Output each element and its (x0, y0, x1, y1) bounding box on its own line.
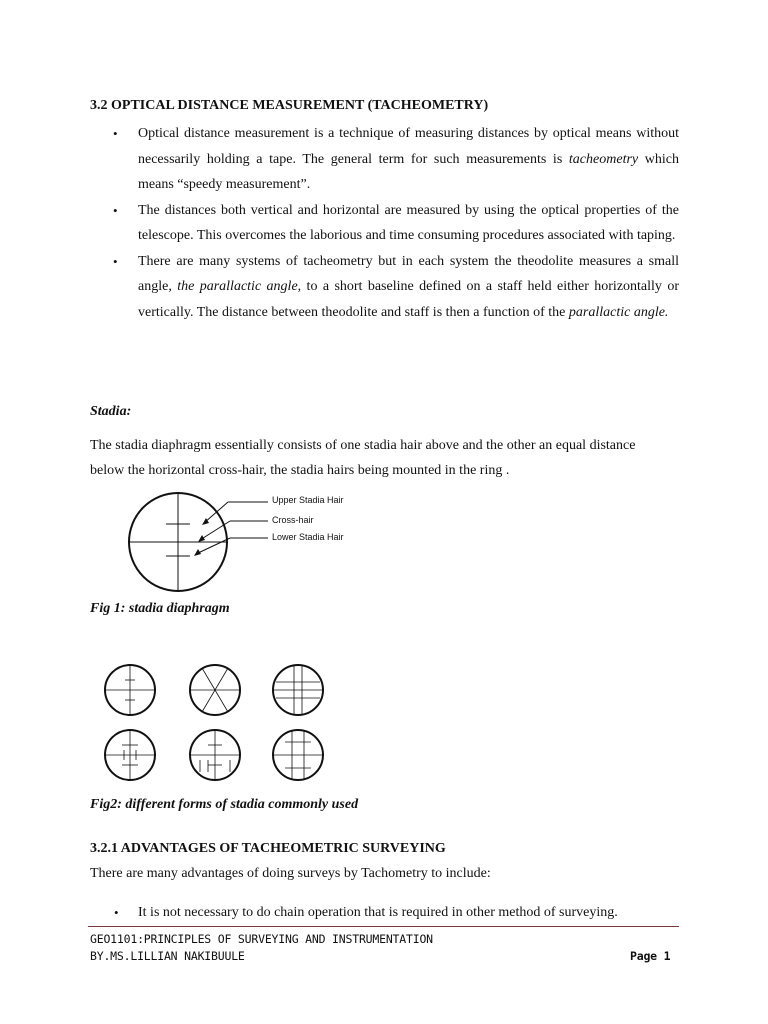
stadia-form-4 (105, 730, 155, 780)
advantages-intro: There are many advantages of doing surveys by Tachometry to include: (90, 866, 491, 881)
lower-arrowhead (194, 549, 201, 556)
bullet-item: • The distances both vertical and horizontal are measured by using the optical properties of the telescope. This overcomes the laborious and time consuming procedures associated with taping. (113, 198, 679, 249)
advantages-bullet-marker: • (114, 905, 119, 920)
bullet-item: • There are many systems of tacheometry but in each system the theodolite measures a small angle, the parallactic angle, to a short baseline defined on a staff held either horizontally or vertically. The distance between theodolite and staff is then a function of the parallactic angle. (113, 249, 679, 326)
footer-author: BY.MS.LILLIAN NAKIBUULE (90, 949, 245, 963)
label-lower-stadia-hair: Lower Stadia Hair (272, 532, 344, 542)
fig2-caption: Fig2: different forms of stadia commonly used (90, 797, 359, 812)
cross-arrowhead (198, 535, 205, 542)
stadia-form-2 (190, 665, 240, 715)
stadia-form-3 (273, 665, 323, 715)
section-heading: 3.2 OPTICAL DISTANCE MEASUREMENT (TACHEOMETRY) (90, 98, 489, 113)
fig1-caption: Fig 1: stadia diaphragm (90, 601, 230, 616)
footer-divider (88, 926, 679, 927)
advantages-heading: 3.2.1 ADVANTAGES OF TACHEOMETRIC SURVEYING (90, 841, 446, 856)
stadia-form-1 (105, 665, 155, 715)
stadia-form-5 (190, 730, 240, 780)
stadia-heading: Stadia: (90, 404, 132, 419)
footer-page-number: Page 1 (630, 949, 671, 963)
footer-course: GEO1101:PRINCIPLES OF SURVEYING AND INSTRUMENTATION (90, 932, 433, 946)
stadia-paragraph: The stadia diaphragm essentially consists of one stadia hair above and the other an equal distance below the horizontal cross-hair, the stadia hairs being mounted in the ring . (90, 438, 636, 478)
advantages-bullet: It is not necessary to do chain operation that is required in other method of surveying. (138, 905, 618, 920)
stadia-form-6 (273, 730, 323, 780)
bullet-item: • Optical distance measurement is a technique of measuring distances by optical means without necessarily holding a tape. The general term for such measurements is tacheometry which means “speedy measurement”. (113, 121, 679, 198)
stadia-forms-figure (100, 660, 340, 785)
section-bullet-list (113, 121, 679, 325)
upper-arrow-line (204, 502, 228, 523)
stadia-diaphragm-figure (118, 492, 368, 592)
label-cross-hair: Cross-hair (272, 515, 314, 525)
label-upper-stadia-hair: Upper Stadia Hair (272, 495, 344, 505)
